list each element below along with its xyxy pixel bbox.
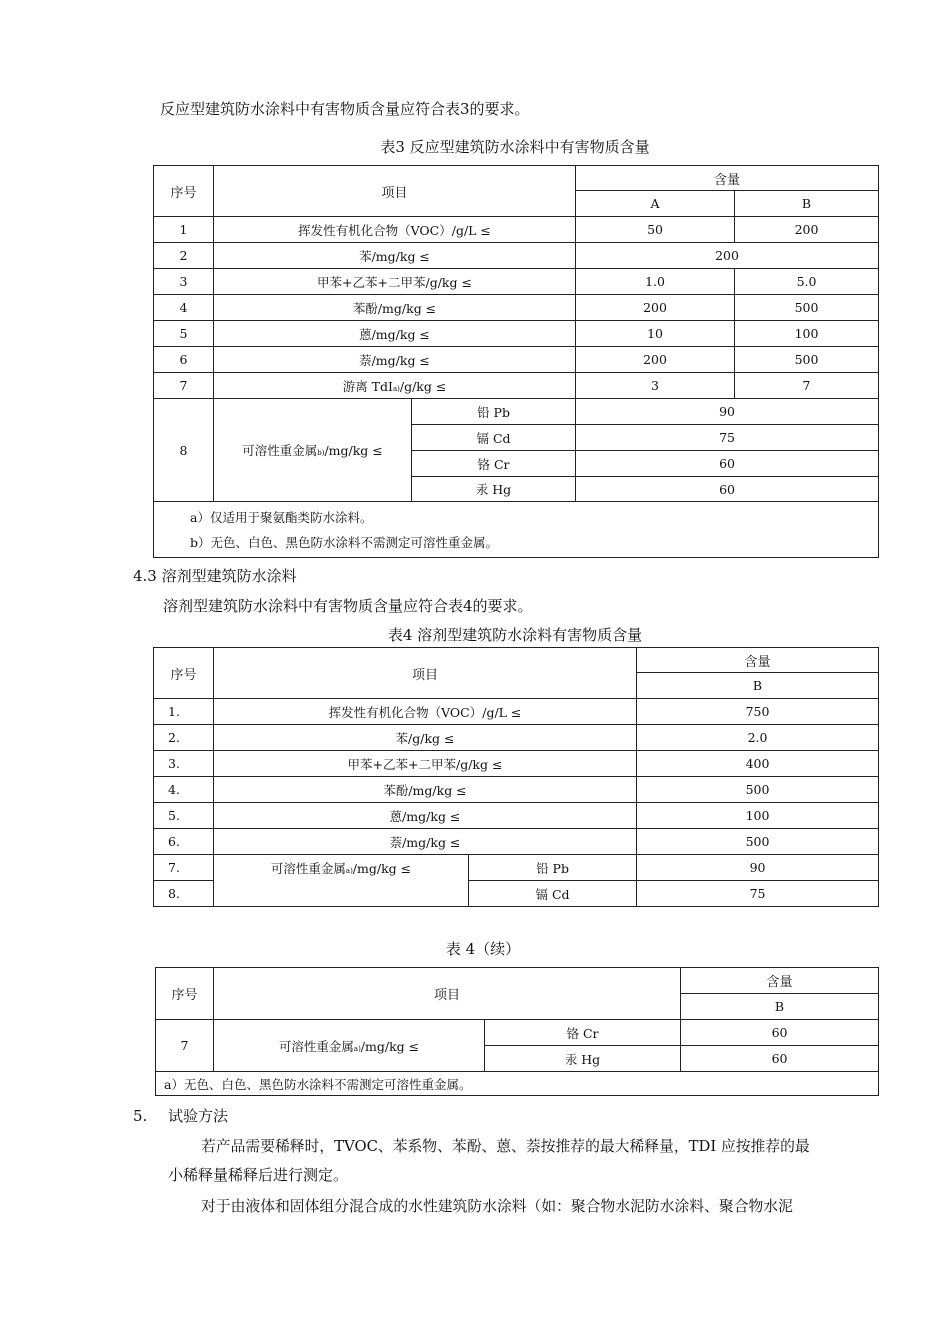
item-suffix: /mg/kg ≤: [360, 1038, 420, 1054]
table3-value-b: 500: [735, 295, 879, 321]
table3-value-a: 200: [576, 295, 735, 321]
table4-cont-header-seq: 序号: [156, 968, 214, 1020]
table3-value-a: 3: [576, 373, 735, 399]
table3-heavy-metal-item: [214, 399, 412, 502]
footnote-mark: b): [317, 449, 325, 457]
table4-seq: 1.: [154, 699, 214, 725]
table4-cont-header-item: 项目: [214, 968, 681, 1020]
table3-seq: 6: [154, 347, 214, 373]
table4-cont-note-row: [156, 1072, 879, 1096]
table4-seq: 8.: [154, 881, 214, 907]
table3-caption: 表3 反应型建筑防水涂料中有害物质含量: [380, 138, 650, 156]
table3-value-b: 200: [735, 217, 879, 243]
table3-value-b: 5.0: [735, 269, 879, 295]
table3-item: [214, 373, 576, 399]
table-row: [154, 295, 879, 321]
table-row: [154, 881, 879, 907]
table4-seq: 7.: [154, 855, 214, 881]
metal-value: 75: [637, 881, 879, 907]
table3-value-b: 500: [735, 347, 879, 373]
footnote-b: b）无色、白色、黑色防水涂料不需测定可溶性重金属。: [190, 535, 499, 550]
table3-value-a: 1.0: [576, 269, 735, 295]
table4-header-b: B: [637, 673, 879, 699]
table-row: [154, 699, 879, 725]
section-43-paragraph: 溶剂型建筑防水涂料中有害物质含量应符合表4的要求。: [163, 597, 533, 615]
table3-item: 萘/mg/kg ≤: [214, 347, 576, 373]
table3-value-ab: 200: [576, 243, 879, 269]
table4-item: 苯/g/kg ≤: [214, 725, 637, 751]
table4-item: 萘/mg/kg ≤: [214, 829, 637, 855]
footnote-mark: a): [345, 866, 353, 875]
table3-notes: [154, 502, 879, 558]
table4-seq: 6.: [154, 829, 214, 855]
table4-item: 甲苯+乙苯+二甲苯/g/kg ≤: [214, 751, 637, 777]
metal-value: 60: [576, 477, 879, 502]
table3-header-b: B: [735, 191, 879, 217]
section-43-heading: 4.3 溶剂型建筑防水涂料: [133, 567, 297, 585]
metal-value: 75: [576, 425, 879, 451]
table4-seq: 3.: [154, 751, 214, 777]
table4-cont-header-row: [156, 968, 879, 994]
table4-header-item: 项目: [214, 648, 637, 699]
table-row: [154, 751, 879, 777]
table4-value-b: 2.0: [637, 725, 879, 751]
item-prefix: 可溶性重金属: [278, 1038, 354, 1054]
table-row: [154, 347, 879, 373]
section-5-paragraph-1-line-2: 小稀释量稀释后进行测定。: [168, 1166, 349, 1184]
section-5-paragraph-2-line-1: 对于由液体和固体组分混合成的水性建筑防水涂料（如：聚合物水泥防水涂料、聚合物水泥: [201, 1198, 793, 1215]
table4-seq: 4.: [154, 777, 214, 803]
table4-cont: [155, 967, 879, 1096]
metal-name: 铬 Cr: [485, 1020, 681, 1046]
table3-seq: 5: [154, 321, 214, 347]
table4-value-b: 500: [637, 777, 879, 803]
intro-paragraph: 反应型建筑防水涂料中有害物质含量应符合表3的要求。: [160, 100, 530, 118]
table4-header-row: [154, 648, 879, 673]
table-row: [154, 373, 879, 399]
metal-name: 镉 Cd: [412, 425, 576, 451]
table3-header-a: A: [576, 191, 735, 217]
table4-value-b: 500: [637, 829, 879, 855]
table4-value-b: 750: [637, 699, 879, 725]
metal-value: 90: [576, 399, 879, 425]
table-row: [154, 777, 879, 803]
table-row: [154, 217, 879, 243]
table3-item: 挥发性有机化合物（VOC）/g/L ≤: [214, 217, 576, 243]
section-5-number: 5.: [133, 1107, 148, 1125]
table4-item: 苯酚/mg/kg ≤: [214, 777, 637, 803]
item-suffix: /mg/kg ≤: [324, 443, 383, 458]
table4-cont-seq: 7: [156, 1020, 214, 1072]
table3-item: 苯酚/mg/kg ≤: [214, 295, 576, 321]
item-prefix: 可溶性重金属: [270, 860, 346, 876]
table4-caption: 表4 溶剂型建筑防水涂料有害物质含量: [387, 626, 643, 644]
section-5-title: 试验方法: [168, 1107, 229, 1125]
table3-header-row: [154, 166, 879, 191]
table4-cont-header-b: B: [681, 994, 879, 1020]
table3-seq: 8: [154, 399, 214, 502]
table3-item: 苯/mg/kg ≤: [214, 243, 576, 269]
table4-item: 蒽/mg/kg ≤: [214, 803, 637, 829]
table3-value-a: 50: [576, 217, 735, 243]
table3-header-content: 含量: [576, 166, 879, 191]
item-prefix: 游离 TdI: [342, 378, 393, 394]
metal-value: 60: [681, 1046, 879, 1072]
footnote-a: a）仅适用于聚氨酯类防水涂料。: [190, 510, 373, 525]
table4-header-seq: 序号: [154, 648, 214, 699]
metal-name: 汞 Hg: [485, 1046, 681, 1072]
table4-heavy-metal-item: [214, 855, 469, 881]
table-row: [156, 1020, 879, 1046]
item-prefix: 可溶性重金属: [242, 443, 318, 458]
table3-item: 甲苯+乙苯+二甲苯/g/kg ≤: [214, 269, 576, 295]
table4-item: 挥发性有机化合物（VOC）/g/L ≤: [214, 699, 637, 725]
table3: [153, 165, 879, 558]
table-row: [154, 321, 879, 347]
table3-notes-row: [154, 502, 879, 558]
table4-seq: 2.: [154, 725, 214, 751]
table4-heavy-metal-item-cont: [214, 881, 469, 907]
metal-value: 60: [576, 451, 879, 477]
table3-value-b: 7: [735, 373, 879, 399]
table4-cont-footnote: a）无色、白色、黑色防水涂料不需测定可溶性重金属。: [156, 1072, 879, 1096]
metal-value: 60: [681, 1020, 879, 1046]
table3-value-a: 200: [576, 347, 735, 373]
table3-header-seq: 序号: [154, 166, 214, 217]
table4-cont-header-content: 含量: [681, 968, 879, 994]
table4-cont-heavy-metal-item: [214, 1020, 485, 1072]
table-row: [154, 803, 879, 829]
table3-seq: 7: [154, 373, 214, 399]
metal-value: 90: [637, 855, 879, 881]
footnote-mark: a): [353, 1044, 361, 1053]
table4-value-b: 100: [637, 803, 879, 829]
table4-value-b: 400: [637, 751, 879, 777]
table-row: [154, 855, 879, 881]
table3-seq: 4: [154, 295, 214, 321]
table3-seq: 2: [154, 243, 214, 269]
table-row: [154, 243, 879, 269]
table-row: [154, 269, 879, 295]
item-suffix: /mg/kg ≤: [352, 860, 412, 876]
metal-name: 铅 Pb: [412, 399, 576, 425]
table-row: [154, 829, 879, 855]
table3-value-a: 10: [576, 321, 735, 347]
section-5-paragraph-1-line-1: 若产品需要稀释时，TVOC、苯系物、苯酚、蒽、萘按推荐的最大稀释量，TDI 应按推荐的最: [201, 1138, 810, 1155]
table3-seq: 1: [154, 217, 214, 243]
table4-header-content: 含量: [637, 648, 879, 673]
table3-seq: 3: [154, 269, 214, 295]
table3-header-item: 项目: [214, 166, 576, 217]
metal-name: 铬 Cr: [412, 451, 576, 477]
metal-name: 铅 Pb: [469, 855, 637, 881]
table4: [153, 647, 879, 907]
metal-name: 镉 Cd: [469, 881, 637, 907]
item-suffix: /g/kg ≤: [399, 378, 447, 394]
table4-cont-caption: 表 4（续）: [445, 940, 521, 958]
metal-name: 汞 Hg: [412, 477, 576, 502]
table3-item: 蒽/mg/kg ≤: [214, 321, 576, 347]
footnote-mark: a): [392, 384, 400, 393]
table-row: [154, 399, 879, 425]
table4-seq: 5.: [154, 803, 214, 829]
table-row: [154, 725, 879, 751]
table3-value-b: 100: [735, 321, 879, 347]
